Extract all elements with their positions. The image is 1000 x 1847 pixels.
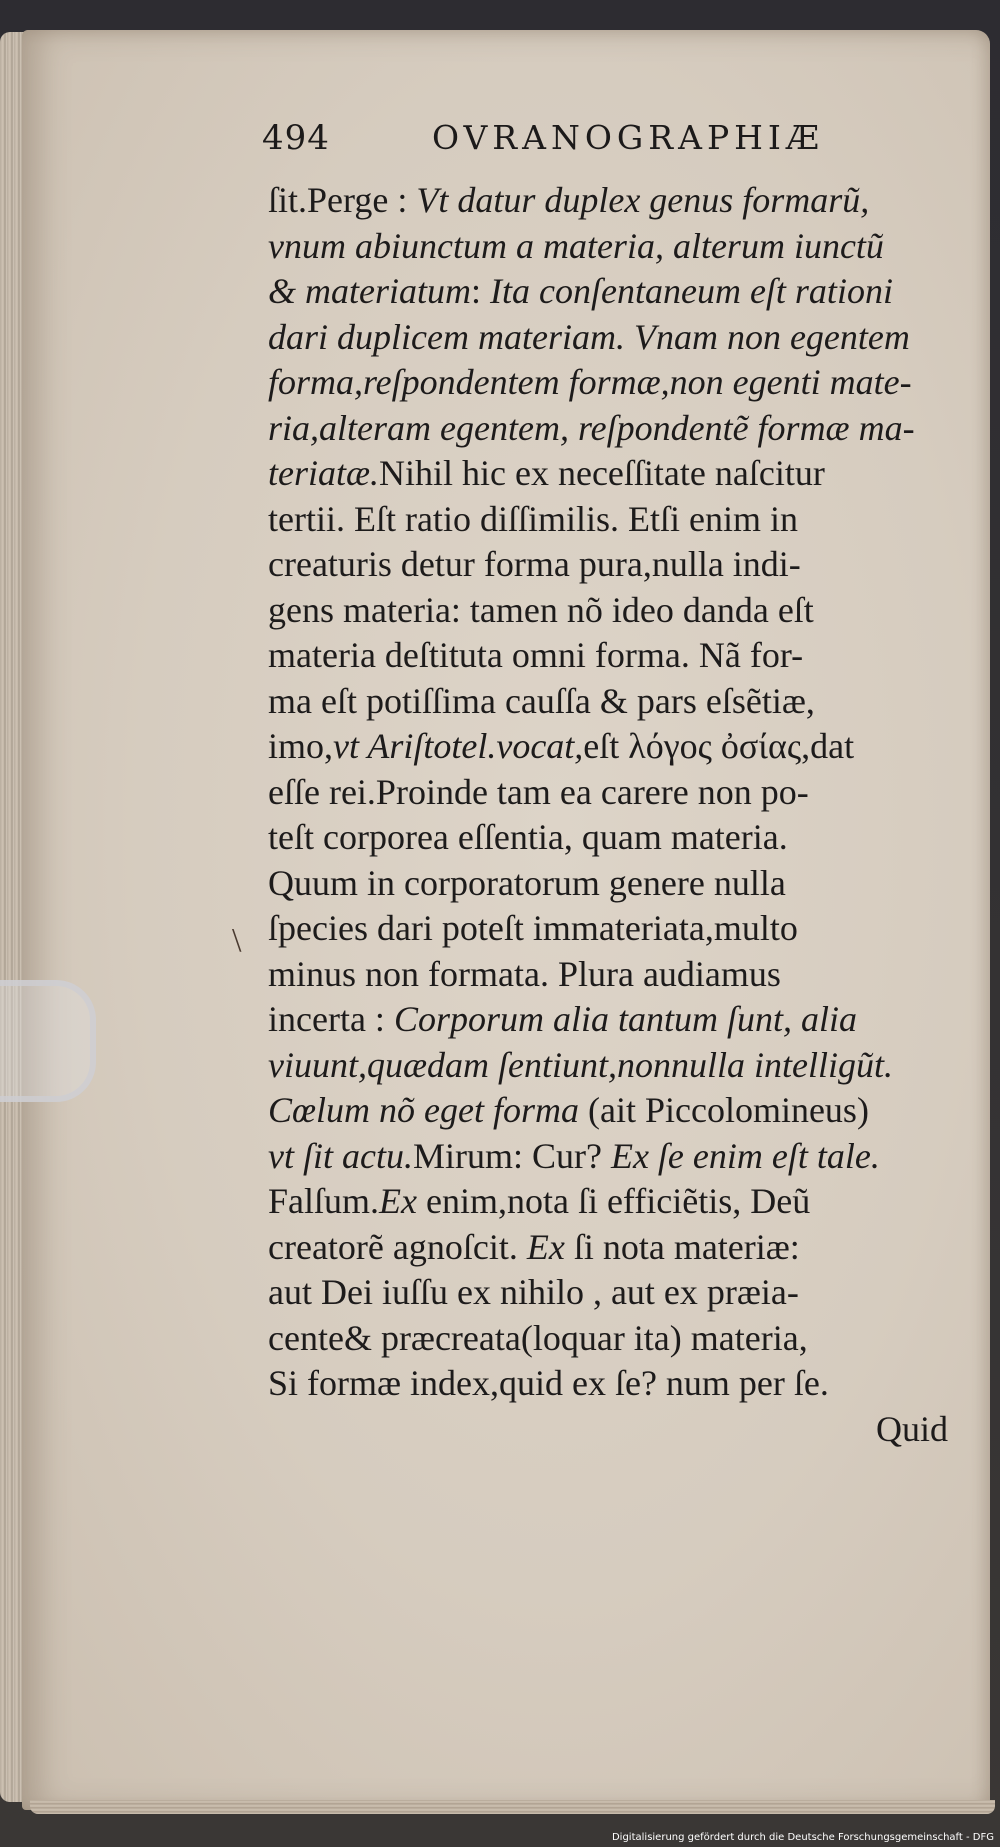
roman-run: Falſum. <box>268 1181 380 1221</box>
roman-run: Mirum: Cur? <box>412 1135 611 1176</box>
roman-run: tertii. Eſt ratio diſſimilis. Etſi enim in <box>268 498 798 539</box>
text-line <box>268 360 968 406</box>
text-line <box>268 952 968 998</box>
running-title: OVRANOGRAPHIÆ <box>432 118 825 157</box>
roman-run: : <box>471 271 491 311</box>
roman-run: (ait Piccolomineus) <box>579 1090 869 1130</box>
text-line <box>268 1361 968 1407</box>
roman-run: ſit.Perge : <box>268 180 417 220</box>
italic-run: Ita conſentaneum eſt rationi <box>490 271 893 311</box>
roman-run: eſt λόγος ὀσίας,dat <box>583 726 855 766</box>
roman-run: Quum in corporatorum genere nulla <box>268 862 786 903</box>
roman-run: minus non formata. Plura audiamus <box>268 953 781 994</box>
italic-run: viuunt,quædam ſentiunt,nonnulla intelligũt. <box>268 1044 893 1085</box>
italic-run: Ex ſe enim eſt tale. <box>610 1135 880 1176</box>
text-block <box>268 178 968 1452</box>
roman-run: aut Dei iuſſu ex nihilo , aut ex præia- <box>268 1272 799 1312</box>
digitization-credit: Digitalisierung gefördert durch die Deutsche Forschungsgemeinschaft - DFG <box>611 1832 994 1843</box>
italic-run: Ex <box>526 1226 565 1267</box>
text-line <box>268 542 968 588</box>
text-line <box>268 906 968 952</box>
page-bottom-edge <box>30 1800 995 1814</box>
italic-run: dari duplicem materiam. Vnam non egentem <box>268 316 910 357</box>
roman-run: creaturis detur forma pura,nulla indi- <box>268 544 801 584</box>
text-line <box>268 1316 968 1362</box>
text-line <box>268 1043 968 1089</box>
italic-run: teriatæ. <box>268 453 380 493</box>
text-line <box>268 315 968 361</box>
text-line <box>268 679 968 725</box>
text-line <box>268 178 968 224</box>
italic-run: Corporum alia tantum ſunt, alia <box>393 999 857 1039</box>
roman-run: materia deſtituta omni forma. Nã for- <box>268 635 804 675</box>
italic-run: Cœlum nõ eget forma <box>268 1090 579 1130</box>
italic-run: ria,alteram egentem, reſpondentẽ formæ ma- <box>268 407 915 448</box>
text-line <box>268 451 968 497</box>
roman-run: eſſe rei.Proinde tam ea carere non po- <box>268 771 809 812</box>
roman-run: ſi nota materiæ: <box>564 1226 800 1267</box>
text-line <box>268 588 968 634</box>
running-head <box>262 118 962 168</box>
italic-run: vt Ariſtotel.vocat, <box>333 726 584 766</box>
roman-run: creatorẽ agnoſcit. <box>268 1226 527 1267</box>
text-line <box>268 224 968 270</box>
roman-run: ma eſt potiſſima cauſſa & pars eſsẽtiæ, <box>268 680 815 721</box>
italic-run: vt ſit actu. <box>268 1135 413 1176</box>
text-line <box>268 1270 968 1316</box>
text-line <box>268 406 968 452</box>
italic-run: vnum abiunctum a materia, alterum iunctũ <box>268 225 884 266</box>
text-line <box>268 1179 968 1225</box>
roman-run: gens materia: tamen nõ ideo danda eſt <box>268 589 814 630</box>
italic-run: & materiatum <box>268 271 471 311</box>
page-number: 494 <box>262 118 330 158</box>
italic-run: Vt datur duplex genus formarũ, <box>416 180 870 220</box>
text-line <box>268 724 968 770</box>
italic-run: Ex <box>379 1181 417 1221</box>
roman-run: Si formæ index,quid ex ſe? num per ſe. <box>268 1363 829 1403</box>
text-line <box>268 815 968 861</box>
text-line <box>268 1088 968 1134</box>
roman-run: imo, <box>268 726 334 766</box>
margin-mark: \ <box>232 922 242 959</box>
text-line <box>268 269 968 315</box>
page-clip <box>0 980 96 1102</box>
roman-run: Nihil hic ex neceſſitate naſcitur <box>379 453 825 493</box>
italic-run: forma,reſpondentem formæ,non egenti mate- <box>268 362 912 402</box>
text-line <box>268 497 968 543</box>
text-line <box>268 1134 968 1180</box>
text-line <box>268 861 968 907</box>
text-line <box>268 770 968 816</box>
roman-run: cente& præcreata(loquar ita) materia, <box>268 1317 808 1358</box>
roman-run: incerta : <box>268 999 394 1039</box>
roman-run: ſpecies dari poteſt immateriata,multo <box>268 908 798 948</box>
text-line <box>268 997 968 1043</box>
roman-run: teſt corporea eſſentia, quam materia. <box>268 817 788 857</box>
catchword: Quid <box>876 1408 948 1449</box>
text-line <box>268 1225 968 1271</box>
text-line <box>268 633 968 679</box>
roman-run: enim,nota ſi efficiẽtis, Deũ <box>416 1181 811 1221</box>
